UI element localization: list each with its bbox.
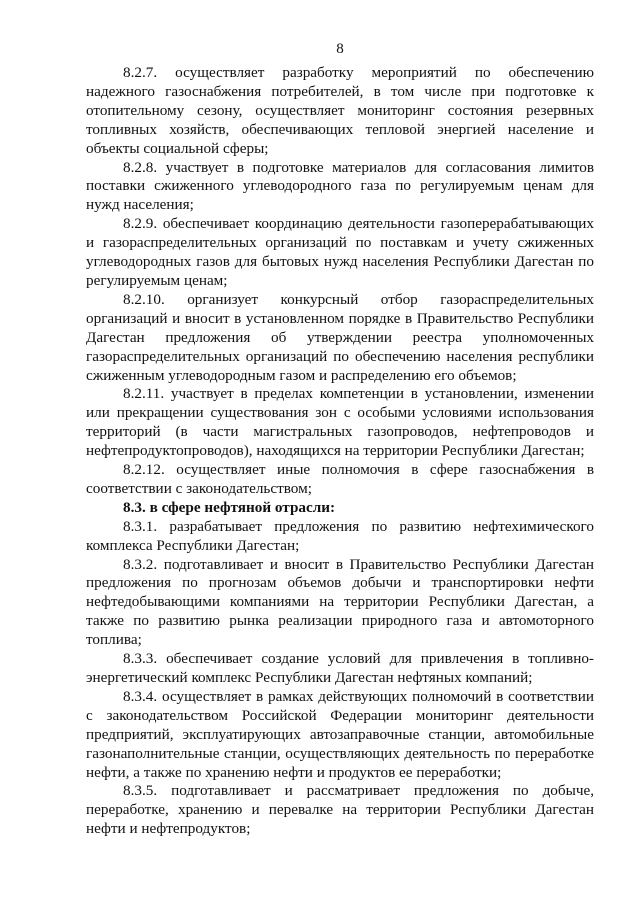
paragraph-8-3-2: 8.3.2. подготавливает и вносит в Правительство Республики Дагестан предложения по прогнозам объемов добычи и транспортировки нефти нефтедобывающими компаниями на территории Республики Дагестан, а также по развитию рынка реализации природного газа и автомоторного топлива; — [86, 555, 594, 649]
paragraph-8-2-9: 8.2.9. обеспечивает координацию деятельности газоперерабатывающих и газораспределительных организаций по поставкам и учету сжиженных углеводородных газов для бытовых нужд населения Республики Дагестан по регулируемым ценам; — [86, 215, 594, 289]
paragraph-8-2-7: 8.2.7. осуществляет разработку мероприятий по обеспечению надежного газоснабжения потребителей, в том числе при подготовке к отопительному сезону, осуществляет мониторинг состояния резервных топливных хозяйств, обеспечивающих тепловой энергией население и объекты социальной сферы; — [86, 64, 594, 157]
paragraph-8-3-4: 8.3.4. осуществляет в рамках действующих полномочий в соответствии с законодательством Российской Федерации мониторинг деятельности предприятий, эксплуатирующих автозаправочные станции, автомобильные газонаполнительные станции, осуществляющих деятельность по переработке нефти, а также по хранению нефти и продуктов ее переработки; — [86, 687, 594, 781]
page-number: 8 — [336, 41, 344, 57]
paragraph-8-2-11: 8.2.11. участвует в пределах компетенции в установлении, изменении или прекращении существования зон с особыми условиями использования территорий (в части магистральных газопроводов, нефтепроводов и нефтепродуктопроводов), находящихся на территории Республики Дагестан; — [86, 385, 594, 460]
paragraph-8-2-10: 8.2.10. организует конкурсный отбор газораспределительных организаций и вносит в установленном порядке в Правительство Республики Дагестан предложения об утверждении реестра уполномоченных газораспределительных организаций по обеспечению населения республики сжиженным углеводородным газом и распределению его объемов; — [86, 290, 594, 384]
paragraph-8-2-12: 8.2.12. осуществляет иные полномочия в сфере газоснабжения в соответствии с законодательством; — [86, 461, 594, 497]
section-heading-8-3: 8.3. в сфере нефтяной отрасли: — [123, 498, 336, 516]
paragraph-8-2-8: 8.2.8. участвует в подготовке материалов для согласования лимитов поставки сжиженного углеводородного газа по регулируемым ценам для нужд населения; — [86, 158, 594, 214]
paragraph-8-3-3: 8.3.3. обеспечивает создание условий для привлечения в топливно-энергетический комплекс Республики Дагестан нефтяных компаний; — [86, 650, 594, 686]
paragraph-8-3-1: 8.3.1. разрабатывает предложения по развитию нефтехимического комплекса Республики Дагестан; — [86, 517, 594, 554]
paragraph-8-3-5: 8.3.5. подготавливает и рассматривает предложения по добыче, переработке, хранению и перевалке на территории Республики Дагестан нефти и нефтепродуктов; — [86, 782, 594, 838]
